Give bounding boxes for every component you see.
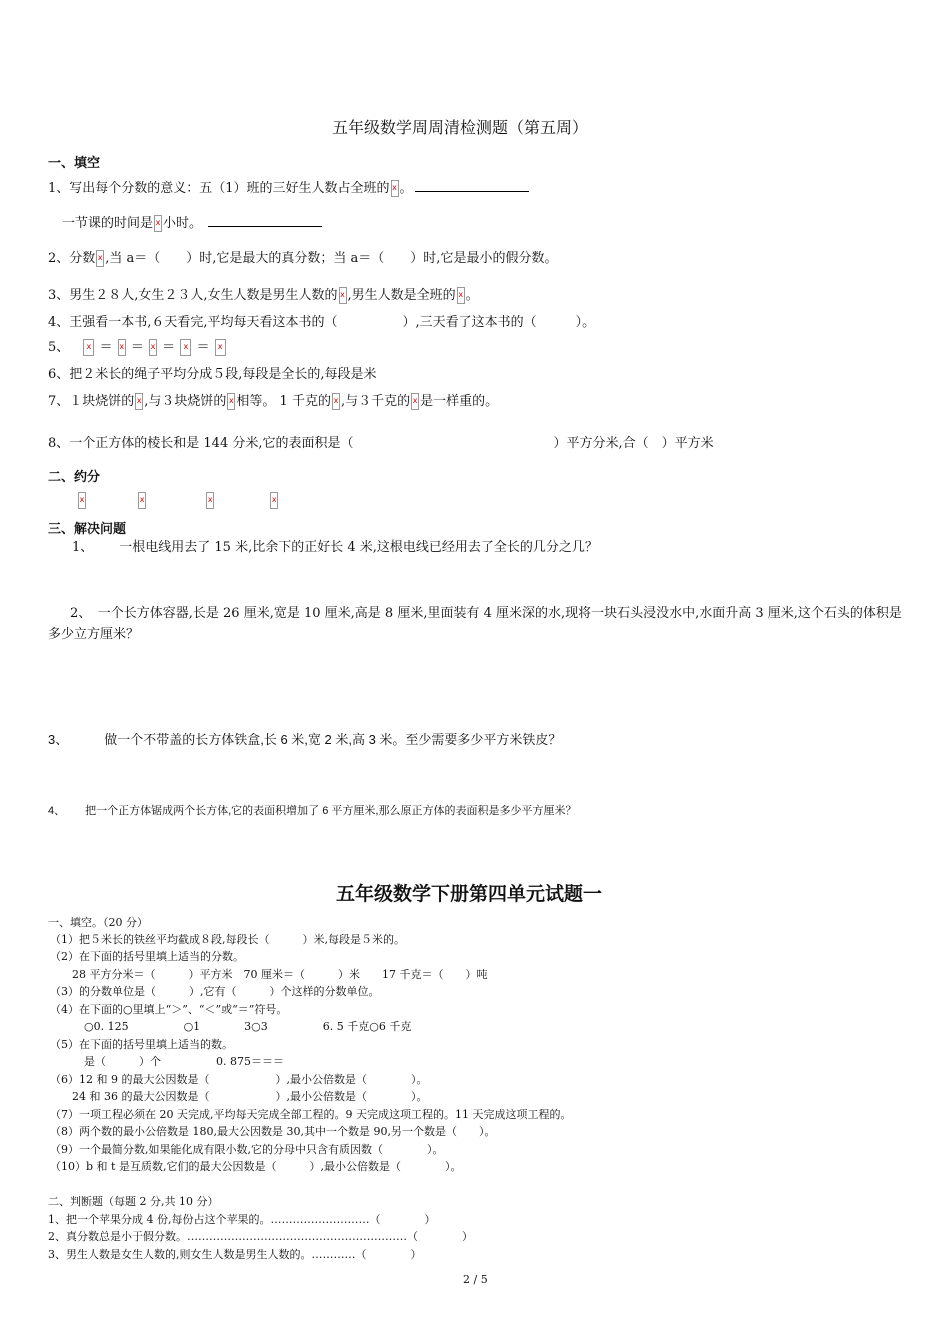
problem-4-number: 4、: [48, 805, 66, 817]
fraction-image: [96, 250, 104, 267]
question-6: 6、把２米长的绳子平均分成５段,每段是全长的,每段是米: [48, 367, 377, 382]
simplify-fractions: [77, 490, 279, 509]
q8b-text: ）平方分米,合（ ）平方米: [553, 436, 714, 451]
fraction-image: [391, 180, 399, 197]
q3c-text: 。: [465, 288, 479, 303]
q1b-mid: 小时。: [163, 216, 203, 231]
equals-sign: ＝: [130, 340, 144, 355]
fraction-image: [180, 339, 191, 356]
problem-3: [48, 729, 561, 748]
judge-line-2: 2、真分数总是小于假分数。……………………………………………………（ ）: [48, 1230, 473, 1243]
fraction-image: [215, 339, 226, 356]
question-7: [48, 390, 498, 410]
fraction-image: [227, 393, 235, 410]
fill-line-13: （9）一个最简分数,如果能化成有限小数,它的分母中只含有质因数（ ）。: [50, 1143, 444, 1156]
fill-line-5: （4）在下面的○里填上“＞”、“＜”或“＝”符号。: [50, 1003, 288, 1016]
question-5: [48, 336, 227, 356]
q5a-text: 5、: [48, 340, 70, 355]
problem-1: [72, 536, 598, 555]
section-problems: 三、解决问题: [48, 521, 127, 536]
q2a-text: 2、分数: [48, 251, 96, 266]
fraction-image: [206, 492, 214, 509]
fill-line-6: ○0. 125 ○1 3○3 6. 5 千克○6 千克: [84, 1020, 412, 1033]
page-title-2: 五年级数学下册第四单元试题一: [336, 883, 603, 905]
equals-sign: ＝: [162, 340, 176, 355]
question-8: [48, 432, 714, 451]
q7d-text: ,与３千克的: [340, 394, 411, 409]
problem-4: [48, 802, 576, 818]
fill-line-12: （8）两个数的最小公倍数是 180,最大公因数是 30,其中一个数是 90,另一个数是（ ）。: [50, 1125, 496, 1138]
section-fill-blank: 一、填空: [48, 155, 101, 170]
question-3: [48, 284, 479, 304]
q7a-text: 7、１块烧饼的: [48, 394, 135, 409]
q1a-end: 。: [399, 181, 413, 196]
judge-line-1: 1、把一个苹果分成 4 份,每份占这个苹果的。………………………（ ）: [48, 1213, 436, 1226]
problem-4-text: 把一个正方体锯成两个长方体,它的表面积增加了 6 平方厘米,那么原正方体的表面积是多少平方厘米？: [85, 805, 577, 817]
fill-line-8: 是（ ）个 0. 875＝＝＝: [84, 1055, 284, 1068]
q7e-text: 是一样重的。: [420, 394, 499, 409]
fill-line-4: （3）的分数单位是（ ）,它有（ ）个这样的分数单位。: [50, 985, 380, 998]
fraction-image: [149, 339, 157, 356]
problem-3-number: 3、: [48, 732, 69, 747]
fraction-image: [332, 393, 340, 410]
fill-line-10: 24 和 36 的最大公因数是（ ）,最小公倍数是（ ）。: [72, 1090, 428, 1103]
answer-line[interactable]: [208, 212, 322, 227]
equals-sign: ＝: [196, 340, 210, 355]
page-title-1: 五年级数学周周清检测题（第五周）: [332, 118, 589, 137]
problem-2: 2、 一个长方体容器,长是 26 厘米,宽是 10 厘米,高是 8 厘米,里面装有 4 厘米深的水,现将一块石头浸没水中,水面升高 3 厘米,这个石头的体积是多少立方厘米？: [48, 606, 902, 642]
fraction-image: [154, 215, 162, 232]
fill-line-2: （2）在下面的括号里填上适当的分数。: [50, 950, 244, 963]
q3a-text: 3、男生２８人,女生２３人,女生人数是男生人数的: [48, 288, 338, 303]
fraction-image: [270, 492, 278, 509]
fraction-image: [411, 393, 419, 410]
section-simplify: 二、约分: [48, 469, 101, 484]
question-4: 4、王强看一本书,６天看完,平均每天看这本书的（ ）,三天看了这本书的（ ）。: [48, 315, 596, 330]
fraction-image: [339, 287, 347, 304]
problem-3-text: 做一个不带盖的长方体铁盒,长 6 米,宽 2 米,高 3 米。至少需要多少平方米铁皮？: [104, 732, 562, 747]
judge-line-3: 3、男生人数是女生人数的,则女生人数是男生人数的。…………（ ）: [48, 1248, 422, 1261]
q7c-text: 相等。 1 千克的: [236, 394, 331, 409]
fraction-image: [138, 492, 146, 509]
fill-line-1: （1）把５米长的铁丝平均截成８段,每段长（ ）米,每段是５米的。: [50, 933, 405, 946]
answer-line[interactable]: [415, 177, 529, 192]
fraction-image: [83, 339, 94, 356]
q1a-text: 1、写出每个分数的意义：五（1）班的三好生人数占全班的: [48, 181, 390, 196]
question-1b: [62, 212, 322, 232]
q3b-text: ,男生人数是全班的: [347, 288, 456, 303]
section-judge: 二、判断题（每题 2 分,共 10 分）: [48, 1195, 219, 1208]
page-number: 2 / 5: [463, 1273, 488, 1286]
question-2: [48, 247, 557, 267]
fraction-image: [135, 393, 143, 410]
fill-line-11: （7）一项工程必须在 20 天完成,平均每天完成全部工程的。9 天完成这项工程的。11 天完成这项工程的。: [50, 1108, 572, 1121]
q8a-text: 8、一个正方体的棱长和是 144 分米,它的表面积是（: [48, 436, 354, 451]
fraction-image: [78, 492, 86, 509]
fill-line-3: 28 平方分米＝（ ）平方米 70 厘米＝（ ）米 17 千克＝（ ）吨: [72, 968, 488, 981]
q7b-text: ,与３块烧饼的: [144, 394, 227, 409]
problem-1-number: 1、: [72, 540, 94, 555]
question-1a: [48, 177, 529, 197]
fill-line-9: （6）12 和 9 的最大公因数是（ ）,最小公倍数是（ ）。: [50, 1073, 428, 1086]
section-fill-blank-2: 一、填空。（20 分）: [48, 916, 148, 929]
fraction-image: [457, 287, 465, 304]
problem-1-text: 一根电线用去了 15 米,比余下的正好长 4 米,这根电线已经用去了全长的几分之几？: [119, 540, 598, 555]
equals-sign: ＝: [99, 340, 113, 355]
fill-line-14: （10）b 和 t 是互质数,它们的最大公因数是（ ）,最小公倍数是（ ）。: [50, 1160, 462, 1173]
q1b-text: 一节课的时间是: [62, 216, 154, 231]
fraction-image: [118, 339, 126, 356]
fill-line-7: （5）在下面的括号里填上适当的数。: [50, 1038, 233, 1051]
q2b-text: ,当 a＝（ ）时,它是最大的真分数；当 a＝（ ）时,它是最小的假分数。: [105, 251, 558, 266]
